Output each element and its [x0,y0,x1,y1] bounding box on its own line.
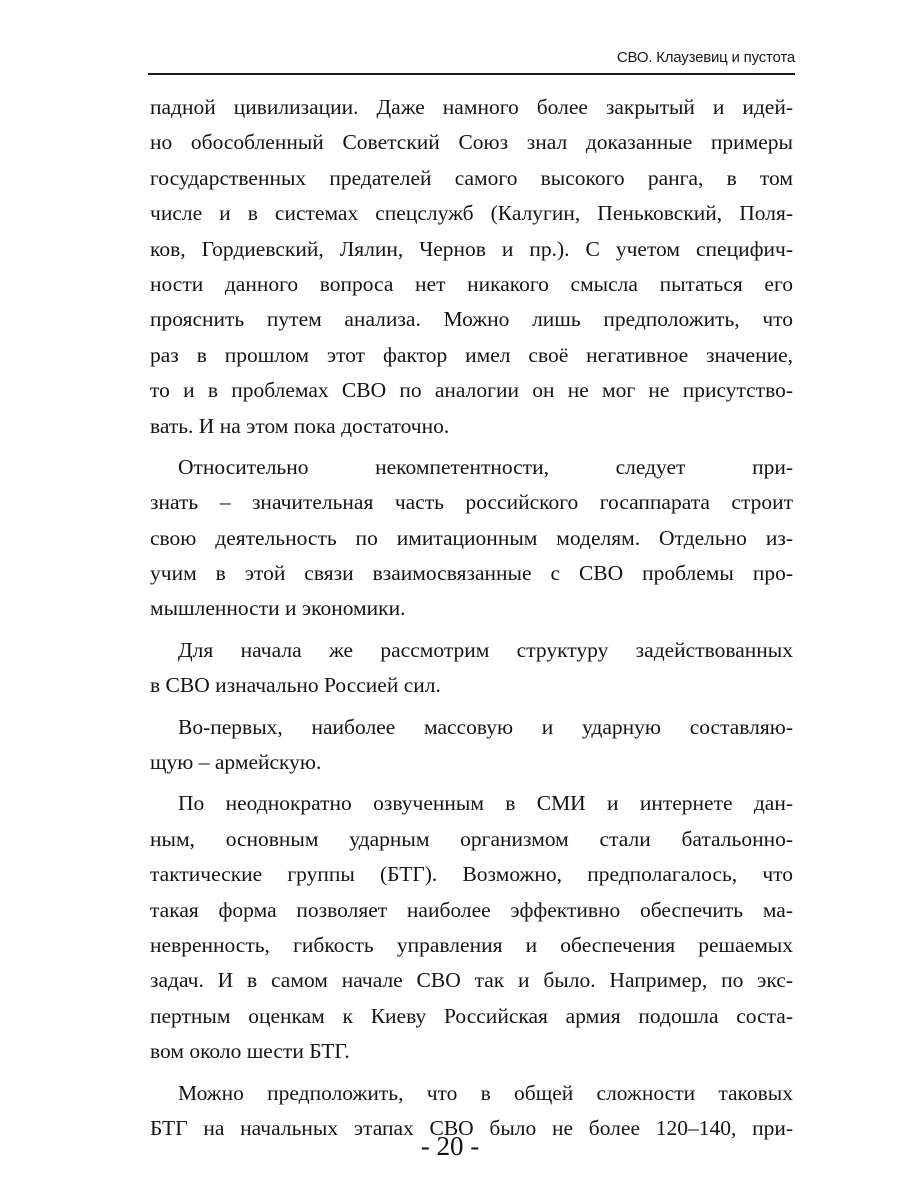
text-line: По неоднократно озвученным в СМИ и интернете дан- [178,791,793,816]
text-line: вать. И на этом пока достаточно. [150,413,450,438]
paragraph [150,710,793,781]
text-line: вом около шести БТГ. [150,1039,350,1064]
text-line: свою деятельность по имитационным моделям. Отдельно из- [150,525,793,550]
text-line: числе и в системах спецслужб (Калугин, Пеньковский, Поля- [150,201,793,226]
running-head: СВО. Клаузевиц и пустота [616,49,795,66]
text-line: БТГ на начальных этапах СВО было не более 120–140, при- [150,1115,793,1140]
text-line: ным, основным ударным организмом стали батальонно- [150,826,793,851]
text-line: падной цивилизации. Даже намного более закрытый и идей- [150,95,793,119]
text-line: но обособленный Советский Союз знал доказанные примеры [150,130,793,155]
text-line: раз в прошлом этот фактор имел своё негативное значение, [150,342,793,367]
text-line: государственных предателей самого высокого ранга, в том [150,165,793,190]
paragraph [150,450,793,627]
paragraph [150,786,793,1069]
header-rule [148,73,795,75]
text-line: такая форма позволяет наиболее эффективно обеспечить ма- [150,897,793,922]
text-line: учим в этой связи взаимосвязанные с СВО проблемы про- [150,561,793,586]
text-line: мышленности и экономики. [150,596,406,621]
text-line: невренность, гибкость управления и обеспечения решаемых [150,932,793,957]
text-line: задач. И в самом начале СВО так и было. Например, по экс- [150,968,793,993]
text-line: Можно предположить, что в общей сложности таковых [178,1080,793,1105]
text-line: Для начала же рассмотрим структуру задействованных [178,637,793,662]
text-line: Относительно некомпетентности, следует при- [178,454,793,479]
text-line: тактические группы (БТГ). Возможно, предполагалось, что [150,862,793,887]
text-line: Во-первых, наиболее массовую и ударную составляю- [178,714,793,739]
text-line: в СВО изначально Россией сил. [150,673,441,698]
text-line: щую – армейскую. [150,750,322,775]
text-line: прояснить путем анализа. Можно лишь предположить, что [150,307,793,332]
text-line: ности данного вопроса нет никакого смысла пытаться его [150,271,793,296]
paragraph [150,633,793,704]
text-line: то и в проблемах СВО по аналогии он не мог не присутство- [150,378,793,403]
text-line: знать – значительная часть российского госаппарата строит [150,490,793,515]
page-number: - 20 - [420,1131,480,1161]
text-line: пертным оценкам к Киеву Российская армия подошла соста- [150,1003,793,1028]
body-text [150,90,793,1146]
text-line: ков, Гордиевский, Лялин, Чернов и пр.). С учетом специфич- [150,236,793,261]
paragraph [150,90,793,444]
